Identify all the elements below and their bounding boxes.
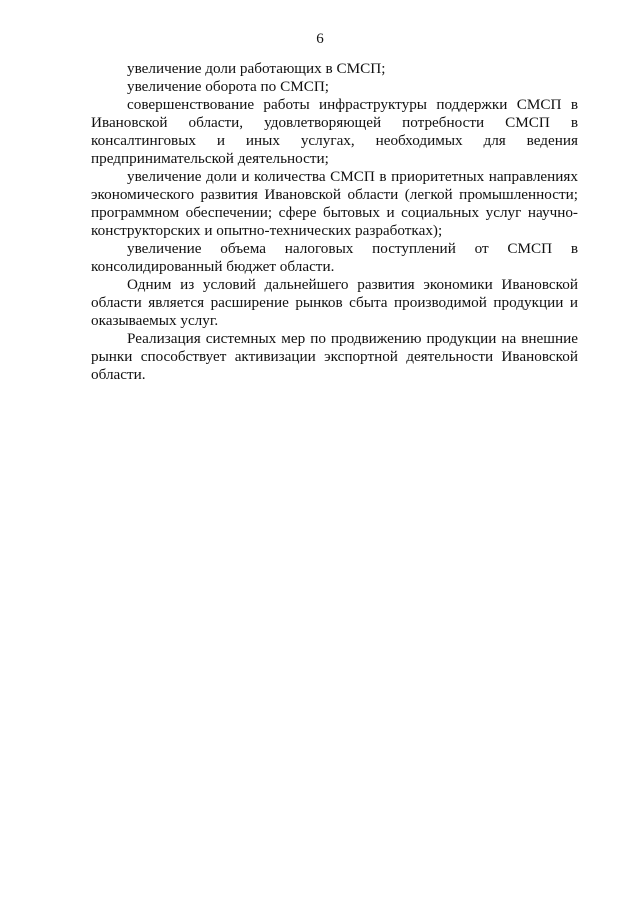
paragraph-workers-share: увеличение доли работающих в СМСП; <box>127 60 386 77</box>
document-body <box>91 60 578 384</box>
paragraph-export-activity: Реализация системных мер по продвижению продукции на внешние рынки способствует активизации экспортной деятельности Ивановской области. <box>91 330 578 383</box>
paragraph-priority-directions: увеличение доли и количества СМСП в приоритетных направлениях экономического развития Ивановской области (легкой промышленности; программном обеспечении; сфере бытовых и социальных услуг научно-конструкторских и опытно-технических разработках); <box>91 168 578 239</box>
page-number: 6 <box>316 31 324 47</box>
paragraph-turnover: увеличение оборота по СМСП; <box>127 78 330 95</box>
paragraph-infrastructure: совершенствование работы инфраструктуры поддержки СМСП в Ивановской области, удовлетворяющей потребности СМСП в консалтинговых и иных услугах, необходимых для ведения предпринимательской деятельности; <box>91 96 578 167</box>
paragraph-tax-revenue: увеличение объема налоговых поступлений от СМСП в консолидированный бюджет области. <box>91 240 578 275</box>
paragraph-market-expansion: Одним из условий дальнейшего развития экономики Ивановской области является расширение рынков сбыта производимой продукции и оказываемых услуг. <box>91 276 578 329</box>
